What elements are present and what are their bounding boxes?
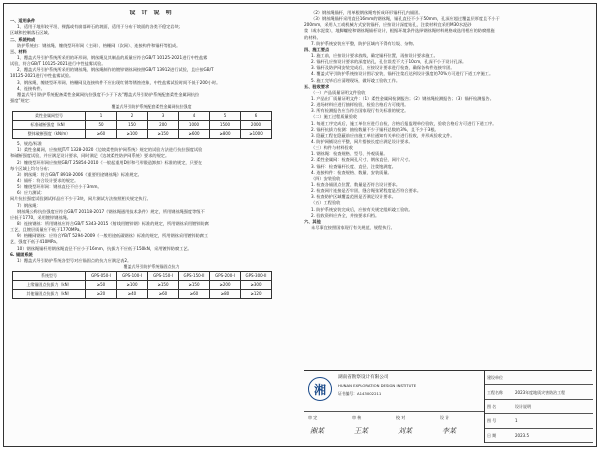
text-line: 网片抗拉强度试验测试样品应不少于3块，网片测试方法按照相关规定执行。 <box>10 196 151 202</box>
table-cell: ≥600 <box>179 130 210 139</box>
text-line: 钢丝绳公称抗拉强度应符合GB/T 20118-2017《钢丝绳通用技术条件》规定，所用钢丝绳强度等级不 <box>17 208 205 214</box>
text-line: 1. 产品出厂质量证明文件：（1）柔性金属网检测报告；（2）钢丝绳检测报告；（3）锚杆检测报告。 <box>311 95 494 101</box>
table-header-cell: GPS-100-I <box>117 271 148 280</box>
text-line: 的材料。 <box>304 34 321 40</box>
text-line: 200mm，采用人工或机械方式安装锚杆，应按设计深度钻孔，注浆材料宜采用M30水泥砂 <box>304 22 472 28</box>
title-block-grid <box>484 371 593 443</box>
text-line: （二）施工过程质量验收 <box>311 114 358 120</box>
text-line: 5、规范/标准 <box>17 141 43 147</box>
right-column <box>304 10 592 368</box>
table-header-cell: 柔性金属网型号 <box>13 112 86 121</box>
table-header-cell: GPS-300-II <box>241 271 272 280</box>
text-line: 2. 柔性金属网：检查网孔尺寸、钢丝直径、网片尺寸。 <box>311 157 413 163</box>
table-header-row <box>13 112 272 121</box>
table-cell: 其他锚固点抗拔力（kN） <box>13 289 86 298</box>
text-line: 工艺，且镀层质量应不低于1770MPa。 <box>10 227 84 233</box>
table-header-cell: 2 <box>117 112 148 121</box>
text-line: 10125-2021进行中性盐雾试验。 <box>10 73 74 79</box>
text-line: 五、验收要求 <box>304 83 330 89</box>
table-cell: 标准破断强度（kN） <box>13 121 86 130</box>
table-header-cell: GPS-150-II <box>179 271 210 280</box>
table-header-cell: 5 <box>210 112 241 121</box>
signature: 刘某 <box>398 427 412 435</box>
text-line: 3. 所有检测报告应当符合国家现行有关标准的规定。 <box>311 108 409 114</box>
text-line: 1）覆盖式导引防护系统各型号对应锚固点的抗力应满足表2。 <box>17 257 132 263</box>
text-line: （一）产品质量证明文件验收 <box>311 89 366 95</box>
text-line: 和破断强度试验，并应满足设计要求，同时满足《边坡柔性防护网系统》要求的规定。 <box>10 153 170 159</box>
title-block-label: 建设单位 <box>487 375 503 381</box>
text-line: 8）连接钢丝：所用钢丝应符合GB/T 5343-2015《射线用镀锌钢》标准的规定，所用钢丝采用镀锌防腐 <box>17 220 209 226</box>
text-line: 3. 检查防护区域覆盖范围是否满足设计要求。 <box>311 194 396 200</box>
title-block-value: 2023年度地质灾害防治工程 <box>515 389 566 395</box>
left-text-top <box>10 18 293 104</box>
right-text <box>304 10 592 231</box>
text-line: 覆盖式导引防护系统配备柔性金属网抗拉强度不小于下表“覆盖式导引防护系统配套柔性金属网抗拉 <box>17 91 200 97</box>
role-label: 校 对 <box>396 415 406 420</box>
text-line: 试验，符合GB/T 10125-2021进行中性盐雾试验。 <box>10 61 106 67</box>
title-block-row <box>485 429 593 443</box>
text-line: 1. 检查各锚固点位置、数量是否符合设计要求。 <box>311 181 401 187</box>
text-line: 3. 锚杆及防护网安装完成后，应按设计要求进行检查，确保各构件连接牢固。 <box>311 65 455 71</box>
table-cell: ≥40 <box>117 289 148 298</box>
text-line: 一、适用条件 <box>10 18 36 24</box>
text-line: 二、系统构成 <box>10 36 36 42</box>
table-cell: ≥60 <box>148 289 179 298</box>
text-line: 2. 进场材料应进行抽样检验，检验合格后方可使用。 <box>311 102 409 108</box>
title-block-row <box>485 371 593 385</box>
signature: 王某 <box>354 427 368 435</box>
table-cell: 200 <box>148 121 179 130</box>
table-header-cell: 1 <box>86 112 117 121</box>
table-cell: ≥80 <box>210 289 241 298</box>
text-line: 4. 连接构件：检查规格、数量、安装质量。 <box>311 169 392 175</box>
text-line: 4. 防护网铺设应平整，网片搭接长度应满足设计要求。 <box>311 138 413 144</box>
table-cell: 整体破断强度（kN/m） <box>13 130 86 139</box>
table1-caption: 覆盖式导引防护系统配套柔性金属网抗拉强度 <box>111 104 192 110</box>
signature: 湘某 <box>310 427 324 435</box>
text-line: 强度”规定： <box>10 97 34 103</box>
table-cell: 50 <box>86 121 117 130</box>
table-cell: ≥20 <box>86 289 117 298</box>
text-line: 1. 防护系统安装完成后，应按有关规定组织竣工验收。 <box>311 206 413 212</box>
table2 <box>12 271 272 299</box>
role-label: 设 计 <box>440 415 450 420</box>
text-line: 每个区域上均匀分布； <box>10 165 52 171</box>
title-block-label: 日 期 <box>487 432 497 438</box>
text-line: 4）锚杆：符合设计要求的规定。 <box>17 177 79 183</box>
text-line: 2. 锚杆抗拔力检测：抽检数量不少于锚杆总数的3%，且不少于3根。 <box>311 126 439 132</box>
left-text-mid <box>10 141 293 264</box>
table-cell: 1500 <box>210 121 241 130</box>
text-line: 三、材料 <box>10 48 27 54</box>
text-line: 6）应力测试： <box>17 190 45 196</box>
signature-row <box>304 411 484 444</box>
text-line: 5）缠绕型环形网：钢丝直径不应小于3mm。 <box>17 184 102 190</box>
table-cell: ≥100 <box>117 280 148 289</box>
text-line: 3）钢丝绳：符合GB/T 8918-2006《重要用途钢丝绳》标准规定。 <box>17 171 142 177</box>
text-line: 6. 锚固系统 <box>10 251 33 257</box>
text-line: 六、其他 <box>304 218 321 224</box>
text-line: 防护系统由：钢丝绳、缠绕型环形网（主网）、格栅网（次网）、连接构件和锚杆等组成。 <box>17 42 181 48</box>
text-line: 1. 施工前，应按设计要求放线，确定锚杆位置，再按设计要求施工。 <box>311 52 438 58</box>
text-line: 3、钢丝绳、缠绕型环形网、格栅网及连接构件不应出现红锈等锈蚀迹象，中性盐雾试验时间不低于200小时。 <box>17 79 221 85</box>
text-line: 2、覆盖式导引护系统所采用的钢丝绳、钢丝绳制作的镀锌钢丝网按照GB/T 13912进行试验，且应按GB/T <box>17 67 214 73</box>
table-header-cell: 4 <box>179 112 210 121</box>
table-cell: 上缘锚固点抗拔力（kN） <box>13 280 86 289</box>
text-line: （2）钢丝绳锚杆，用单根钢丝绳弯折成环形锚杆孔内锚固。 <box>311 10 423 15</box>
text-line: 未尽事宜按照国家现行有关规范、规程执行。 <box>311 224 395 230</box>
table-cell: 1000 <box>179 121 210 130</box>
title-block-value: 设计说明 <box>515 403 531 409</box>
table-cell: ≥150 <box>148 280 179 289</box>
table-cell: ≥800 <box>210 130 241 139</box>
text-line: 四、施工要点 <box>304 46 330 52</box>
table-cell: 150 <box>117 121 148 130</box>
title-block-row <box>485 385 593 399</box>
text-line: 1、覆盖式导引护系统所采用的环形网、钢丝绳及其制品的质量应符合GB/T 10125-2021进行中性盐雾 <box>17 55 208 60</box>
table1 <box>12 111 272 139</box>
institute-logo-icon: 湘 <box>308 377 332 401</box>
table-header-cell: 3 <box>148 112 179 121</box>
left-column <box>10 10 293 444</box>
text-line: 1）柔性金属网，应按照JT/T 1328-2020《边坡柔性防护网系统》规定的试验方法进行抗拉强度试验 <box>17 147 203 153</box>
table-header-cell: GPS-050-I <box>86 271 117 280</box>
table2-caption: 覆盖式导引防护系统锚固点抗力 <box>123 263 180 269</box>
table-cell: ≥200 <box>210 280 241 289</box>
text-line: 4、连接构件。 <box>17 85 45 91</box>
text-line: 3. 锚杆：检查锚杆长度、直径、注浆饱满度。 <box>311 163 396 169</box>
table-cell: ≥1000 <box>241 130 272 139</box>
text-line: 7）钢丝绳： <box>17 202 41 208</box>
text-line: 7. 防护系统安装应平整，防护区域内不得有垃圾、杂物。 <box>311 40 417 46</box>
institute-name: 湖南省勘察设计有限公司 <box>338 375 389 380</box>
institute-info <box>338 374 416 398</box>
institute-name-en: HUNAN EXPLORATION DESIGN INSTITUTE <box>338 383 417 388</box>
text-line: 1. 钢丝绳：检查规格、型号、外观质量。 <box>311 151 388 157</box>
table-header-cell: GPS-150-I <box>148 271 179 280</box>
text-line: （四）安装验收 <box>311 175 341 181</box>
table-header-cell: 6 <box>241 112 272 121</box>
text-line: 2. 检查网片连接是否牢固，缝合绳张紧程度是否符合要求。 <box>311 188 422 194</box>
table-cell: ≥60 <box>179 289 210 298</box>
text-line: 1、适用于地形较平坦、裸露或有崩落碎石的坡面，适用于分布于坡面的各类不稳定岩块； <box>17 24 183 30</box>
text-line: 区域和控制落石区域。 <box>10 30 52 36</box>
title-block-value: 1 <box>515 418 518 424</box>
text-line: 9）格栅网钢丝：应符合YB/T 5294-2009《一般用途低碳钢丝》标准的规定，所用钢丝采用镀锌防腐工 <box>17 233 209 239</box>
page-title: 设 计 说 明 <box>129 10 174 16</box>
title-block-row <box>485 414 593 428</box>
table-header-cell: 系统型号 <box>13 271 86 280</box>
text-line: 4. 覆盖式导引防护系统按设计图示安装，锚杆注浆后达到设计强度的70%方可进行下道工序施工。 <box>311 71 494 77</box>
table-cell: 2000 <box>241 121 272 130</box>
table-cell: ≥100 <box>117 130 148 139</box>
table-cell: ≥60 <box>86 130 117 139</box>
role-label: 审 定 <box>308 415 318 420</box>
table-cell: ≥50 <box>86 280 117 289</box>
text-line: （三）构件与材料验收 <box>311 145 353 151</box>
text-line: 浆（或水泥浆），地脚螺栓和钢丝绳锚杆设计，根据环境条件选择钢丝绳材料规格或选用相应的防腐措施 <box>304 28 495 34</box>
table-row <box>13 130 272 139</box>
certificate-number: 证书编号：A143002211 <box>338 391 382 396</box>
table-header-row <box>13 271 272 280</box>
title-block-label: 工程名称 <box>487 389 503 395</box>
table-cell: ≥150 <box>179 280 210 289</box>
title-block-label: 图 名 <box>487 403 497 409</box>
table-cell: ≥120 <box>241 289 272 298</box>
table-row <box>13 289 272 298</box>
text-line: 10）钢丝绳锚杆用钢丝绳直径不应小于16mm，抗拔力不应低于150kN，采用镀锌防腐工艺。 <box>17 245 192 251</box>
table-cell: ≥150 <box>148 130 179 139</box>
text-line: 2. 锚杆孔应按设计要求的深度钻孔，孔位误差不大于10cm，孔深不小于设计孔深。 <box>311 59 467 65</box>
text-line: （3）钢丝绳锚杆采用直径16mm的钢丝绳，锚孔直径不小于50mm，孔深应超过覆盖层厚度且不小于 <box>311 16 500 22</box>
title-block-label: 图 号 <box>487 418 497 424</box>
table-row <box>13 121 272 130</box>
text-line: 5. 施工完毕后应清理现场，做好竣工验收工作。 <box>311 77 401 83</box>
text-line: 2）缠绕型环形网应按照GB/T 25854-2010《一般起重用D形和弓形锻造卸扣》标准的规定，只要在 <box>17 159 203 165</box>
text-line: 3. 隐蔽工程在隐蔽前应由施工单位通知有关单位进行验收，并形成验收文件。 <box>311 132 455 138</box>
text-line: （五）工程验收 <box>311 200 341 206</box>
table-cell: ≥300 <box>241 280 272 289</box>
title-block-row <box>485 400 593 414</box>
title-block <box>304 370 592 443</box>
text-line: 应低于1770，采用镀锌钢丝绳。 <box>10 214 71 220</box>
title-block-value: 2023.5 <box>515 432 529 438</box>
role-label: 审 核 <box>352 415 362 420</box>
table-header-cell: GPS-200-I <box>210 271 241 280</box>
text-line: 艺，强度不低于410MPa。 <box>10 239 61 245</box>
drawing-sheet <box>3 3 597 447</box>
table-row <box>13 280 272 289</box>
text-line: 1. 每道工序完成后，施工单位应进行自检，合格后报监理单位验收，验收合格后方可进行下道工序。 <box>311 120 497 126</box>
text-line: 2. 验收资料应齐全，并按要求归档。 <box>311 212 380 218</box>
signature: 李某 <box>442 427 456 435</box>
